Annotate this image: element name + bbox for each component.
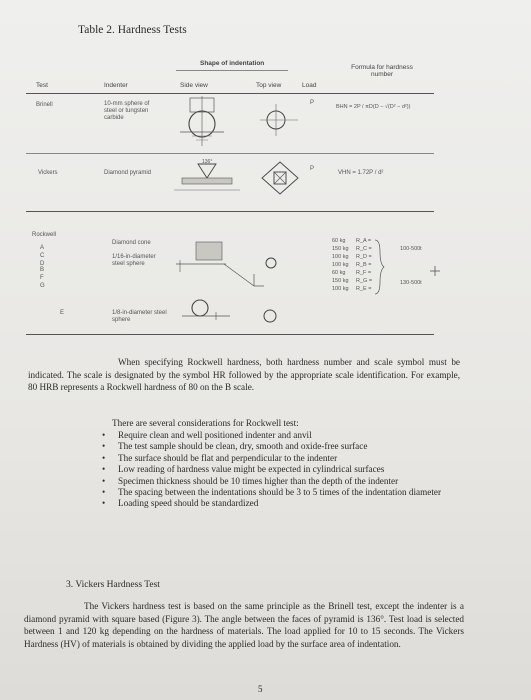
rockwell-load-value: 100 kg	[332, 254, 349, 260]
brinell-side-view-diagram	[178, 96, 228, 148]
list-item: • Specimen thickness should be 10 times higher than the depth of the indenter	[102, 476, 462, 487]
vickers-row-rule	[26, 211, 434, 212]
rockwell-scales-acd: A C D	[40, 245, 45, 267]
rockwell-range-2: 130-500t	[400, 280, 422, 286]
list-item: • The spacing between the indentations should be 3 to 5 times of the indentation diameter	[102, 487, 462, 498]
rockwell-load-value: 60 kg	[332, 238, 346, 244]
brinell-top-view-diagram	[258, 100, 302, 140]
list-item: • The surface should be flat and perpendicular to the indenter	[102, 453, 462, 464]
header-side-view: Side view	[180, 82, 208, 89]
rockwell-side-view-diagram	[176, 234, 266, 294]
rockwell-load-value: 100 kg	[332, 286, 349, 292]
table-bottom-rule	[26, 334, 434, 335]
rockwell-load-value: 150 kg	[332, 278, 349, 284]
list-item: • Require clean and well positioned indenter and anvil	[102, 430, 462, 441]
header-group-rule	[176, 70, 288, 71]
vickers-load: P	[310, 166, 315, 172]
brinell-row-rule	[26, 153, 434, 154]
rockwell-load-value: 60 kg	[332, 270, 346, 276]
rockwell-indenter-cone: Diamond cone	[112, 240, 151, 246]
rockwell-specification-paragraph: When specifying Rockwell hardness, both hardness number and scale symbol must be indicated. The scale is designated by the symbol HR followed by the appropriate scale identification. For example, 80 HRB represents a Rockwell hardness of 80 on the B scale.	[28, 357, 460, 392]
rockwell-scales-bfg: B F G	[40, 267, 45, 289]
vickers-indenter: Diamond pyramid	[104, 170, 152, 176]
header-formula: Formula for hardness number	[351, 64, 413, 78]
rockwell-scale-symbol: R_D =	[356, 254, 372, 260]
considerations-list	[102, 430, 462, 510]
page-number: 5	[258, 684, 263, 694]
rockwell-top-view-diagram	[264, 256, 278, 270]
table-title: Table 2. Hardness Tests	[78, 24, 187, 36]
rockwell-sphere-top-diagram	[262, 308, 278, 324]
rockwell-scale-symbol: R_E =	[356, 286, 372, 292]
rockwell-load-value: 150 kg	[332, 246, 349, 252]
rockwell-indenter-sphere16: 1/16-in-diameter steel sphere	[112, 254, 156, 267]
brinell-test-label: Brinell	[36, 102, 53, 108]
header-test: Test	[36, 82, 48, 89]
vickers-angle-label: 136°	[202, 159, 213, 165]
rockwell-indenter-sphere8: 1/8-in-diameter steel sphere	[112, 310, 167, 323]
list-item: • Low reading of hardness value might be expected in cylindrical surfaces	[102, 464, 462, 475]
rockwell-scale-symbol: R_F =	[356, 270, 372, 276]
vickers-paragraph: The Vickers hardness test is based on the same principle as the Brinell test, except the indenter is a diamond pyramid with square based (Figure 3). The angle between the faces of pyramid is 136°. Test load is selected between 1 and 120 kg depending on the hardness of materials. The load applied for 10 to 15 seconds. The Vickers Hardness (HV) of materials is obtained by dividing the applied load by the surface area of indentation.	[24, 601, 464, 649]
vickers-formula: VHN = 1.72P / d²	[338, 170, 384, 176]
vickers-side-view-diagram	[172, 160, 242, 196]
considerations-title: There are several considerations for Rockwell test:	[112, 418, 299, 428]
rockwell-test-label: Rockwell	[32, 232, 57, 238]
rockwell-scale-e: E	[60, 310, 65, 316]
rockwell-scale-symbol: R_A =	[356, 238, 372, 244]
section-heading-vickers: 3. Vickers Hardness Test	[66, 580, 160, 590]
header-bottom-rule	[26, 93, 434, 94]
brinell-indenter: 10-mm sphere of steel or tungsten carbide	[104, 101, 150, 121]
rockwell-sphere-side-diagram	[182, 298, 232, 320]
brinell-load: P	[310, 100, 315, 106]
vickers-top-view-diagram	[258, 160, 304, 196]
brinell-formula: BHN = 2P / πD(D − √(D² − d²))	[336, 104, 411, 110]
header-load: Load	[302, 82, 317, 89]
list-item: • Loading speed should be standardized	[102, 498, 462, 509]
rockwell-load-value: 100 kg	[332, 262, 349, 268]
rockwell-range-1: 100-500t	[400, 246, 422, 252]
header-shape-of-indentation: Shape of indentation	[200, 60, 265, 67]
rockwell-scale-symbol: R_G =	[356, 278, 373, 284]
header-top-view: Top view	[256, 82, 282, 89]
list-item: • The test sample should be clean, dry, smooth and oxide-free surface	[102, 441, 462, 452]
rockwell-scale-symbol: R_C =	[356, 246, 372, 252]
rockwell-brace	[374, 238, 384, 296]
plus-icon	[430, 266, 440, 276]
vickers-test-label: Vickers	[38, 170, 58, 176]
rockwell-scale-symbol: R_B =	[356, 262, 372, 268]
header-indenter: Indenter	[104, 82, 128, 89]
